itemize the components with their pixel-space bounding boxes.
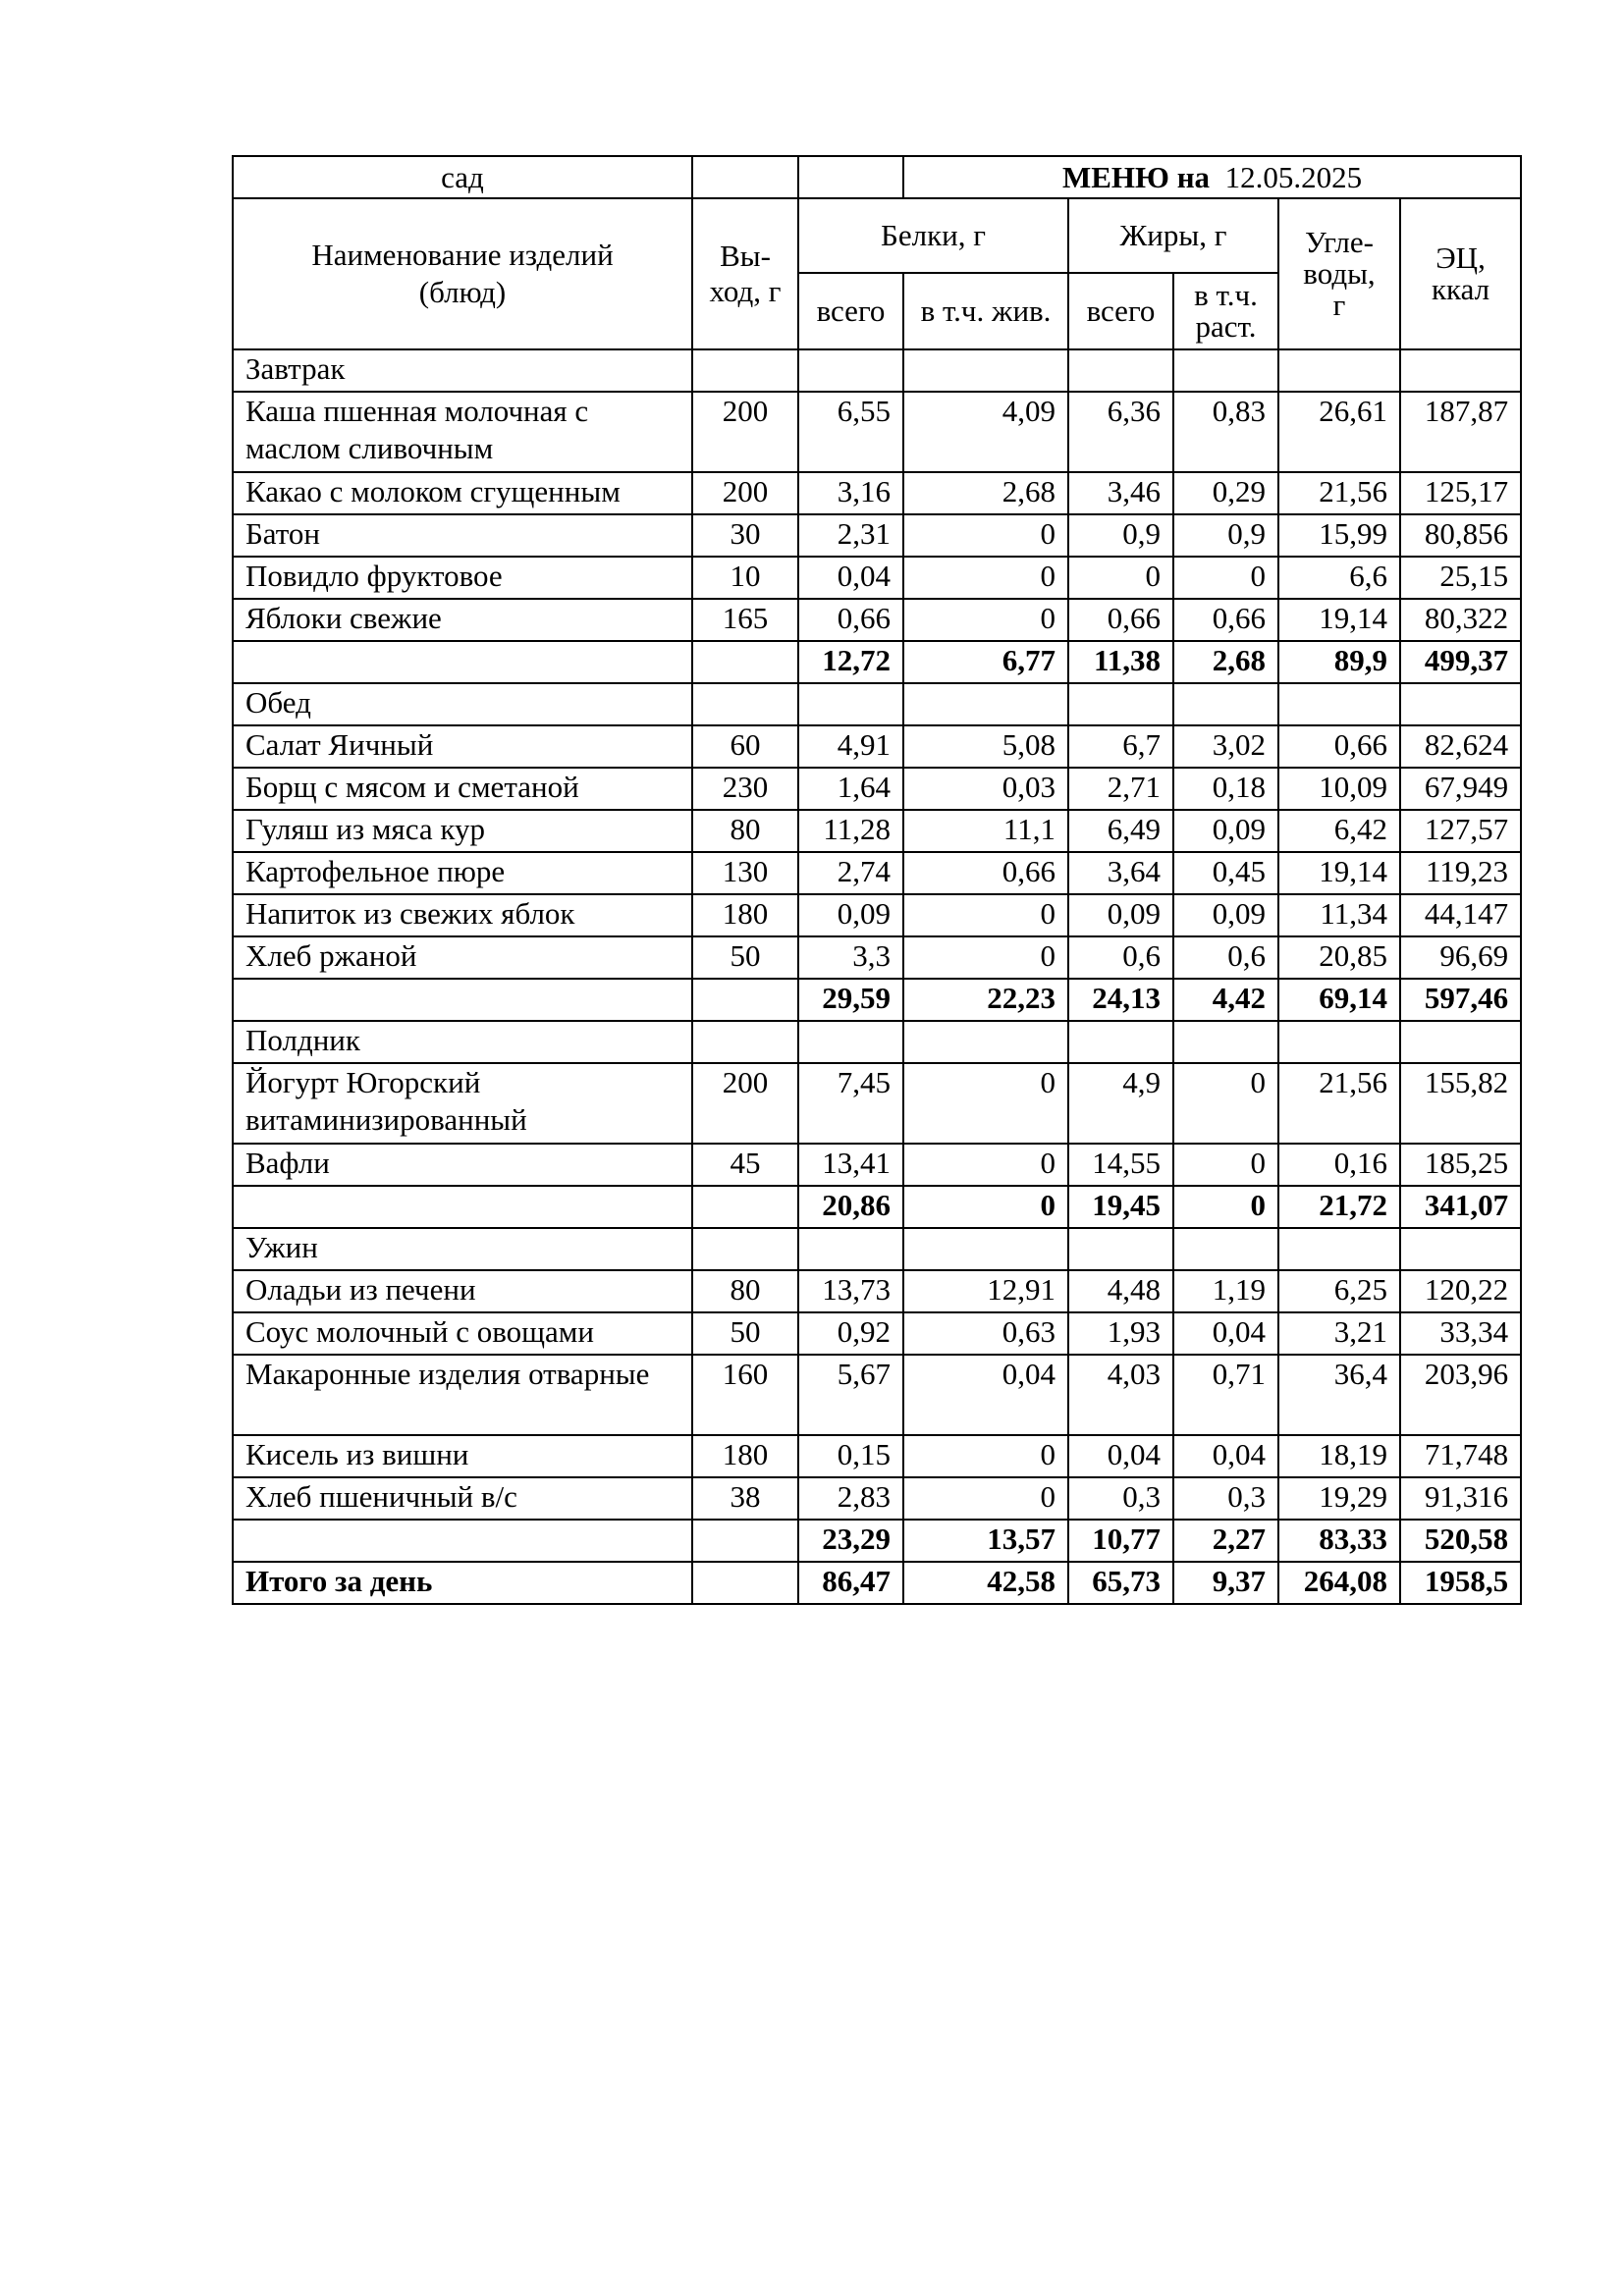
- dish-name: Напиток из свежих яблок: [233, 894, 692, 936]
- dish-value-fp: 0,3: [1173, 1477, 1278, 1520]
- dish-value-c: 0,16: [1278, 1144, 1400, 1186]
- empty-cell: [1173, 1228, 1278, 1270]
- dish-name: Борщ с мясом и сметаной: [233, 768, 692, 810]
- dish-value-pa: 0: [903, 894, 1068, 936]
- empty-cell: [798, 1228, 903, 1270]
- dish-value-pa: 0,04: [903, 1355, 1068, 1435]
- dish-value-e: 120,22: [1400, 1270, 1521, 1312]
- empty-cell: [903, 683, 1068, 725]
- col-header-carbs: Угле-воды, г: [1278, 198, 1400, 349]
- section-total-p: 23,29: [798, 1520, 903, 1562]
- dish-value-e: 80,322: [1400, 599, 1521, 641]
- section-total-e: 520,58: [1400, 1520, 1521, 1562]
- dish-output: 60: [692, 725, 798, 768]
- dish-value-f: 6,7: [1068, 725, 1173, 768]
- dish-value-fp: 0: [1173, 557, 1278, 599]
- dish-value-fp: 0,29: [1173, 472, 1278, 514]
- section-row: [233, 1228, 1521, 1270]
- dish-value-p: 0,04: [798, 557, 903, 599]
- dish-value-pa: 2,68: [903, 472, 1068, 514]
- dish-value-f: 0: [1068, 557, 1173, 599]
- empty-cell: [1068, 683, 1173, 725]
- dish-value-fp: 0,66: [1173, 599, 1278, 641]
- dish-value-c: 10,09: [1278, 768, 1400, 810]
- empty-cell: [692, 1562, 798, 1604]
- table-row: [233, 599, 1521, 641]
- dish-value-p: 1,64: [798, 768, 903, 810]
- dish-value-e: 125,17: [1400, 472, 1521, 514]
- dish-value-f: 4,03: [1068, 1355, 1173, 1435]
- table-row: [233, 936, 1521, 979]
- dish-name: Вафли: [233, 1144, 692, 1186]
- dish-name: Гуляш из мяса кур: [233, 810, 692, 852]
- dish-value-p: 3,16: [798, 472, 903, 514]
- section-total-row: [233, 1520, 1521, 1562]
- empty-cell: [798, 683, 903, 725]
- dish-value-f: 6,49: [1068, 810, 1173, 852]
- dish-value-e: 91,316: [1400, 1477, 1521, 1520]
- section-row: [233, 683, 1521, 725]
- dish-value-p: 2,83: [798, 1477, 903, 1520]
- dish-name: Кисель из вишни: [233, 1435, 692, 1477]
- dish-value-e: 203,96: [1400, 1355, 1521, 1435]
- empty-cell: [1173, 349, 1278, 392]
- dish-value-c: 11,34: [1278, 894, 1400, 936]
- dish-name: Макаронные изделия отварные: [233, 1355, 692, 1435]
- empty-cell: [1173, 683, 1278, 725]
- table-row: [233, 557, 1521, 599]
- empty-cell: [692, 1520, 798, 1562]
- dish-name: Батон: [233, 514, 692, 557]
- table-row: [233, 1355, 1521, 1435]
- dish-value-e: 187,87: [1400, 392, 1521, 472]
- empty-cell: [1068, 1021, 1173, 1063]
- dish-output: 200: [692, 472, 798, 514]
- col-header-fats-plant: в т.ч. раст.: [1173, 273, 1278, 349]
- grand-total-f: 65,73: [1068, 1562, 1173, 1604]
- empty-cell: [1068, 1228, 1173, 1270]
- dish-value-f: 0,6: [1068, 936, 1173, 979]
- dish-value-e: 82,624: [1400, 725, 1521, 768]
- dish-value-f: 2,71: [1068, 768, 1173, 810]
- dish-value-c: 21,56: [1278, 1063, 1400, 1144]
- empty-cell: [692, 1186, 798, 1228]
- dish-value-c: 20,85: [1278, 936, 1400, 979]
- table-row: [233, 1312, 1521, 1355]
- dish-value-f: 4,9: [1068, 1063, 1173, 1144]
- empty-cell: [233, 1186, 692, 1228]
- empty-cell: [903, 1228, 1068, 1270]
- table-row: [233, 1144, 1521, 1186]
- dish-value-p: 0,15: [798, 1435, 903, 1477]
- dish-name: Салат Яичный: [233, 725, 692, 768]
- dish-value-fp: 0,04: [1173, 1312, 1278, 1355]
- section-row: [233, 1021, 1521, 1063]
- dish-value-c: 18,19: [1278, 1435, 1400, 1477]
- section-total-fp: 4,42: [1173, 979, 1278, 1021]
- dish-value-f: 1,93: [1068, 1312, 1173, 1355]
- institution-label: сад: [233, 156, 692, 198]
- dish-value-fp: 0,71: [1173, 1355, 1278, 1435]
- dish-value-pa: 0: [903, 1063, 1068, 1144]
- section-total-row: [233, 1186, 1521, 1228]
- dish-value-pa: 0: [903, 514, 1068, 557]
- dish-value-pa: 0: [903, 599, 1068, 641]
- header-row-top: [233, 198, 1521, 273]
- section-total-f: 11,38: [1068, 641, 1173, 683]
- dish-value-fp: 0,04: [1173, 1435, 1278, 1477]
- dish-value-fp: 0,9: [1173, 514, 1278, 557]
- dish-name: Йогурт Югорский витаминизированный: [233, 1063, 692, 1144]
- empty-cell: [1400, 1021, 1521, 1063]
- dish-value-e: 119,23: [1400, 852, 1521, 894]
- dish-value-p: 0,66: [798, 599, 903, 641]
- table-row: [233, 1063, 1521, 1144]
- section-total-f: 19,45: [1068, 1186, 1173, 1228]
- section-total-row: [233, 979, 1521, 1021]
- dish-value-e: 185,25: [1400, 1144, 1521, 1186]
- dish-value-p: 0,09: [798, 894, 903, 936]
- dish-value-c: 0,66: [1278, 725, 1400, 768]
- col-header-fats: Жиры, г: [1068, 198, 1278, 273]
- title-prefix: МЕНЮ на: [1061, 159, 1211, 194]
- page-title: [903, 156, 1521, 198]
- dish-output: 50: [692, 1312, 798, 1355]
- section-total-pa: 13,57: [903, 1520, 1068, 1562]
- dish-value-c: 21,56: [1278, 472, 1400, 514]
- empty-cell: [1278, 1228, 1400, 1270]
- dish-name: Оладьи из печени: [233, 1270, 692, 1312]
- col-header-proteins-total: всего: [798, 273, 903, 349]
- empty-cell: [1400, 683, 1521, 725]
- empty-cell: [1278, 1021, 1400, 1063]
- dish-value-p: 5,67: [798, 1355, 903, 1435]
- dish-value-fp: 0: [1173, 1144, 1278, 1186]
- dish-value-pa: 4,09: [903, 392, 1068, 472]
- empty-cell: [1400, 349, 1521, 392]
- section-total-fp: 2,68: [1173, 641, 1278, 683]
- grand-total-row: [233, 1562, 1521, 1604]
- col-header-output: Вы-ход, г: [692, 198, 798, 349]
- dish-value-e: 155,82: [1400, 1063, 1521, 1144]
- dish-output: 230: [692, 768, 798, 810]
- empty-cell: [1400, 1228, 1521, 1270]
- dish-value-fp: 0,18: [1173, 768, 1278, 810]
- dish-name: Каша пшенная молочная с маслом сливочным: [233, 392, 692, 472]
- table-row: [233, 852, 1521, 894]
- table-row: [233, 810, 1521, 852]
- dish-value-pa: 5,08: [903, 725, 1068, 768]
- section-total-p: 12,72: [798, 641, 903, 683]
- empty-cell: [233, 1520, 692, 1562]
- dish-value-c: 36,4: [1278, 1355, 1400, 1435]
- dish-value-f: 0,04: [1068, 1435, 1173, 1477]
- section-total-e: 499,37: [1400, 641, 1521, 683]
- empty-cell: [903, 1021, 1068, 1063]
- dish-output: 50: [692, 936, 798, 979]
- dish-value-f: 0,09: [1068, 894, 1173, 936]
- dish-value-e: 33,34: [1400, 1312, 1521, 1355]
- dish-value-f: 6,36: [1068, 392, 1173, 472]
- dish-output: 30: [692, 514, 798, 557]
- dish-value-p: 7,45: [798, 1063, 903, 1144]
- dish-name: Повидло фруктовое: [233, 557, 692, 599]
- dish-value-p: 6,55: [798, 392, 903, 472]
- dish-value-e: 127,57: [1400, 810, 1521, 852]
- dish-value-fp: 0,09: [1173, 810, 1278, 852]
- dish-value-e: 67,949: [1400, 768, 1521, 810]
- col-header-energy: ЭЦ, ккал: [1400, 198, 1521, 349]
- section-title: Завтрак: [233, 349, 692, 392]
- grand-total-p: 86,47: [798, 1562, 903, 1604]
- dish-name: Яблоки свежие: [233, 599, 692, 641]
- section-total-c: 69,14: [1278, 979, 1400, 1021]
- table-row: [233, 725, 1521, 768]
- section-total-c: 83,33: [1278, 1520, 1400, 1562]
- dish-value-fp: 3,02: [1173, 725, 1278, 768]
- dish-value-f: 0,66: [1068, 599, 1173, 641]
- table-row: [233, 768, 1521, 810]
- dish-value-pa: 11,1: [903, 810, 1068, 852]
- dish-value-c: 19,29: [1278, 1477, 1400, 1520]
- dish-value-p: 13,73: [798, 1270, 903, 1312]
- section-total-e: 341,07: [1400, 1186, 1521, 1228]
- section-total-fp: 0: [1173, 1186, 1278, 1228]
- dish-value-f: 3,64: [1068, 852, 1173, 894]
- dish-output: 165: [692, 599, 798, 641]
- dish-value-f: 14,55: [1068, 1144, 1173, 1186]
- title-row: [233, 156, 1521, 198]
- grand-total-c: 264,08: [1278, 1562, 1400, 1604]
- empty-cell: [692, 1228, 798, 1270]
- menu-table: [232, 155, 1522, 1605]
- col-header-fats-total: всего: [1068, 273, 1173, 349]
- dish-output: 45: [692, 1144, 798, 1186]
- dish-value-fp: 1,19: [1173, 1270, 1278, 1312]
- dish-value-c: 26,61: [1278, 392, 1400, 472]
- dish-value-p: 4,91: [798, 725, 903, 768]
- section-total-e: 597,46: [1400, 979, 1521, 1021]
- dish-value-p: 2,74: [798, 852, 903, 894]
- dish-value-e: 25,15: [1400, 557, 1521, 599]
- dish-value-pa: 0: [903, 1477, 1068, 1520]
- dish-value-e: 44,147: [1400, 894, 1521, 936]
- dish-value-e: 80,856: [1400, 514, 1521, 557]
- table-row: [233, 1435, 1521, 1477]
- empty-cell: [233, 641, 692, 683]
- dish-value-c: 19,14: [1278, 852, 1400, 894]
- section-total-pa: 22,23: [903, 979, 1068, 1021]
- col-header-name: Наименование изделий (блюд): [233, 198, 692, 349]
- dish-value-pa: 0,66: [903, 852, 1068, 894]
- section-total-fp: 2,27: [1173, 1520, 1278, 1562]
- dish-value-c: 6,6: [1278, 557, 1400, 599]
- menu-date: 12.05.2025: [1224, 159, 1363, 194]
- table-row: [233, 392, 1521, 472]
- table-row: [233, 472, 1521, 514]
- dish-name: Хлеб ржаной: [233, 936, 692, 979]
- section-total-c: 21,72: [1278, 1186, 1400, 1228]
- empty-cell: [692, 641, 798, 683]
- table-row: [233, 1477, 1521, 1520]
- dish-value-fp: 0,6: [1173, 936, 1278, 979]
- section-title: Обед: [233, 683, 692, 725]
- table-row: [233, 1270, 1521, 1312]
- dish-output: 130: [692, 852, 798, 894]
- dish-value-fp: 0: [1173, 1063, 1278, 1144]
- section-total-p: 20,86: [798, 1186, 903, 1228]
- col-header-proteins: Белки, г: [798, 198, 1068, 273]
- table-row: [233, 894, 1521, 936]
- dish-value-pa: 0: [903, 936, 1068, 979]
- dish-value-pa: 0,03: [903, 768, 1068, 810]
- dish-value-f: 0,9: [1068, 514, 1173, 557]
- dish-value-fp: 0,09: [1173, 894, 1278, 936]
- dish-value-pa: 0: [903, 1435, 1068, 1477]
- dish-value-p: 0,92: [798, 1312, 903, 1355]
- dish-value-e: 71,748: [1400, 1435, 1521, 1477]
- section-title: Ужин: [233, 1228, 692, 1270]
- dish-value-pa: 0: [903, 557, 1068, 599]
- empty-cell: [798, 349, 903, 392]
- section-total-p: 29,59: [798, 979, 903, 1021]
- empty-cell: [798, 1021, 903, 1063]
- dish-output: 10: [692, 557, 798, 599]
- dish-value-e: 96,69: [1400, 936, 1521, 979]
- dish-name: Соус молочный с овощами: [233, 1312, 692, 1355]
- empty-cell: [692, 979, 798, 1021]
- dish-output: 80: [692, 810, 798, 852]
- dish-output: 200: [692, 1063, 798, 1144]
- dish-output: 160: [692, 1355, 798, 1435]
- dish-value-pa: 0: [903, 1144, 1068, 1186]
- dish-value-c: 6,25: [1278, 1270, 1400, 1312]
- dish-value-f: 3,46: [1068, 472, 1173, 514]
- empty-cell: [1278, 349, 1400, 392]
- dish-value-c: 15,99: [1278, 514, 1400, 557]
- section-total-c: 89,9: [1278, 641, 1400, 683]
- empty-cell: [692, 683, 798, 725]
- dish-output: 200: [692, 392, 798, 472]
- section-row: [233, 349, 1521, 392]
- dish-value-fp: 0,45: [1173, 852, 1278, 894]
- dish-value-f: 4,48: [1068, 1270, 1173, 1312]
- empty-cell: [1173, 1021, 1278, 1063]
- dish-name: Картофельное пюре: [233, 852, 692, 894]
- dish-value-c: 6,42: [1278, 810, 1400, 852]
- dish-value-f: 0,3: [1068, 1477, 1173, 1520]
- dish-value-p: 2,31: [798, 514, 903, 557]
- dish-value-c: 3,21: [1278, 1312, 1400, 1355]
- grand-total-pa: 42,58: [903, 1562, 1068, 1604]
- grand-total-label: Итого за день: [233, 1562, 692, 1604]
- dish-value-p: 11,28: [798, 810, 903, 852]
- col-header-proteins-animal: в т.ч. жив.: [903, 273, 1068, 349]
- section-total-pa: 6,77: [903, 641, 1068, 683]
- dish-output: 180: [692, 894, 798, 936]
- dish-value-p: 3,3: [798, 936, 903, 979]
- section-total-f: 24,13: [1068, 979, 1173, 1021]
- dish-value-pa: 0,63: [903, 1312, 1068, 1355]
- empty-cell: [1278, 683, 1400, 725]
- empty-cell: [692, 1021, 798, 1063]
- section-total-f: 10,77: [1068, 1520, 1173, 1562]
- grand-total-e: 1958,5: [1400, 1562, 1521, 1604]
- section-title: Полдник: [233, 1021, 692, 1063]
- dish-output: 38: [692, 1477, 798, 1520]
- section-total-pa: 0: [903, 1186, 1068, 1228]
- empty-cell: [903, 349, 1068, 392]
- table-row: [233, 514, 1521, 557]
- empty-cell: [1068, 349, 1173, 392]
- dish-value-p: 13,41: [798, 1144, 903, 1186]
- dish-value-pa: 12,91: [903, 1270, 1068, 1312]
- dish-value-c: 19,14: [1278, 599, 1400, 641]
- empty-cell: [233, 979, 692, 1021]
- dish-name: Хлеб пшеничный в/с: [233, 1477, 692, 1520]
- dish-value-fp: 0,83: [1173, 392, 1278, 472]
- dish-output: 180: [692, 1435, 798, 1477]
- dish-output: 80: [692, 1270, 798, 1312]
- grand-total-fp: 9,37: [1173, 1562, 1278, 1604]
- empty-cell: [692, 349, 798, 392]
- dish-name: Какао с молоком сгущенным: [233, 472, 692, 514]
- section-total-row: [233, 641, 1521, 683]
